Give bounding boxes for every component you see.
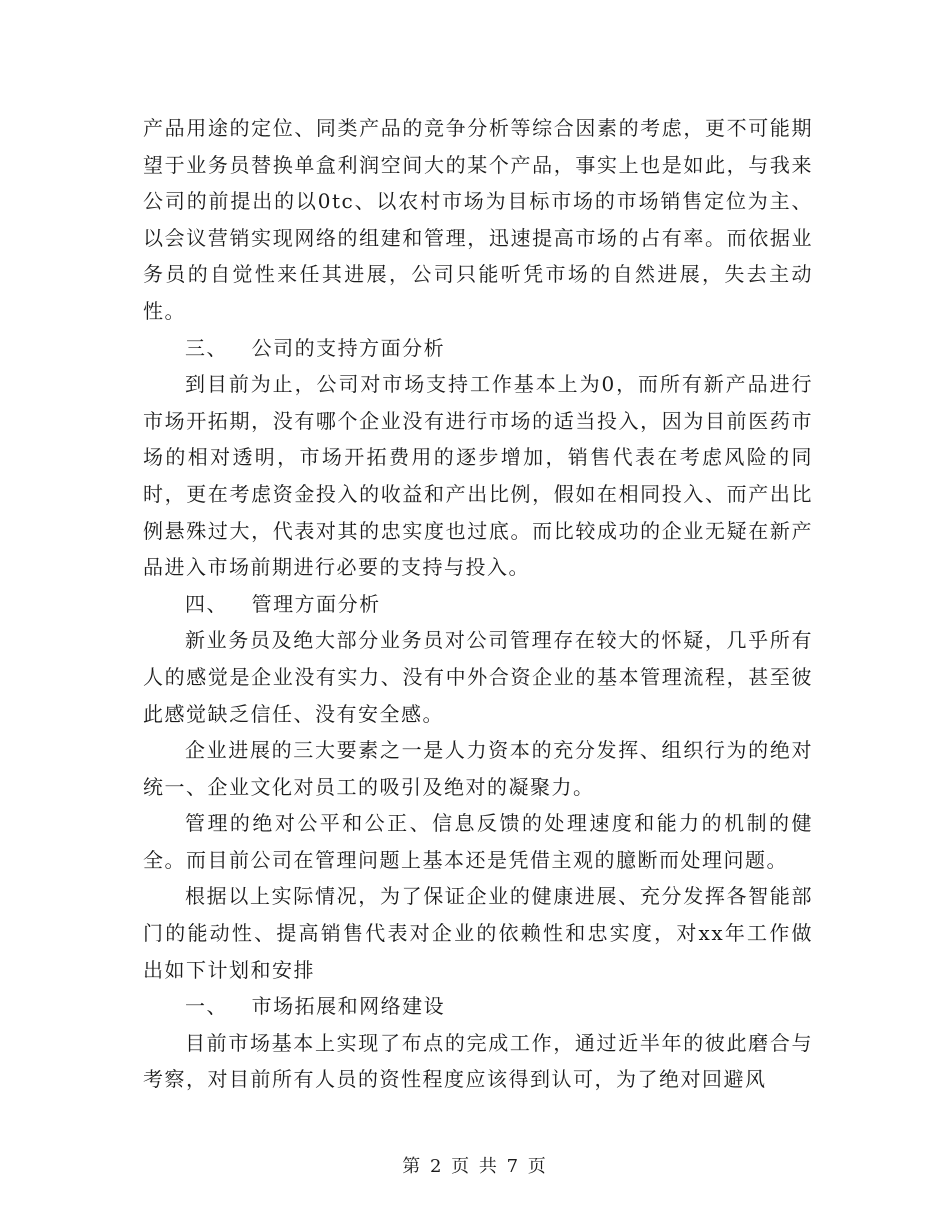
paragraph-management-doubt: 新业务员及绝大部分业务员对公司管理存在较大的怀疑，几乎所有人的感觉是企业没有实力、没有中外合资企业的基本管理流程，甚至彼此感觉缺乏信任、没有安全感。 bbox=[143, 628, 813, 726]
paragraph-fairness: 管理的绝对公平和公正、信息反馈的处理速度和能力的机制的健全。而目前公司在管理问题上基本还是凭借主观的臆断而处理问题。 bbox=[143, 811, 813, 872]
page-number-footer: 第 2 页 共 7 页 bbox=[402, 1156, 548, 1177]
paragraph-market-expansion: 目前市场基本上实现了布点的完成工作，通过近半年的彼此磨合与考察，对目前所有人员的资性程度应该得到认可，为了绝对回避风 bbox=[143, 1030, 813, 1092]
section-heading-market-expansion: 一、 市场拓展和网络建设 bbox=[185, 994, 446, 1019]
section-heading-management: 四、 管理方面分析 bbox=[185, 591, 381, 616]
paragraph-plan-intro: 根据以上实际情况，为了保证企业的健康进展、充分发挥各智能部门的能动性、提高销售代表对企业的依赖性和忠实度，对xx年工作做出如下计划和安排 bbox=[143, 884, 813, 982]
document-body bbox=[143, 110, 813, 1098]
paragraph-three-elements: 企业进展的三大要素之一是人力资本的充分发挥、组织行为的绝对统一、企业文化对员工的吸引及绝对的凝聚力。 bbox=[143, 738, 813, 799]
paragraph-continuation: 产品用途的定位、同类产品的竞争分析等综合因素的考虑，更不可能期望于业务员替换单盒利润空间大的某个产品，事实上也是如此，与我来公司的前提出的以0tc、以农村市场为目标市场的市场销售定位为主、以会议营销实现网络的组建和管理，迅速提高市场的占有率。而依据业务员的自觉性来任其进展，公司只能听凭市场的自然进展，失去主动性。 bbox=[143, 116, 813, 323]
paragraph-company-support: 到目前为止，公司对市场支持工作基本上为0，而所有新产品进行市场开拓期，没有哪个企业没有进行市场的适当投入，因为目前医药市场的相对透明，市场开拓费用的逐步增加，销售代表在考虑风险的同时，更在考虑资金投入的收益和产出比例，假如在相同投入、而产出比例悬殊过大，代表对其的忠实度也过底。而比较成功的企业无疑在新产品进入市场前期进行必要的支持与投入。 bbox=[143, 372, 813, 580]
section-heading-company-support: 三、 公司的支持方面分析 bbox=[185, 335, 446, 360]
